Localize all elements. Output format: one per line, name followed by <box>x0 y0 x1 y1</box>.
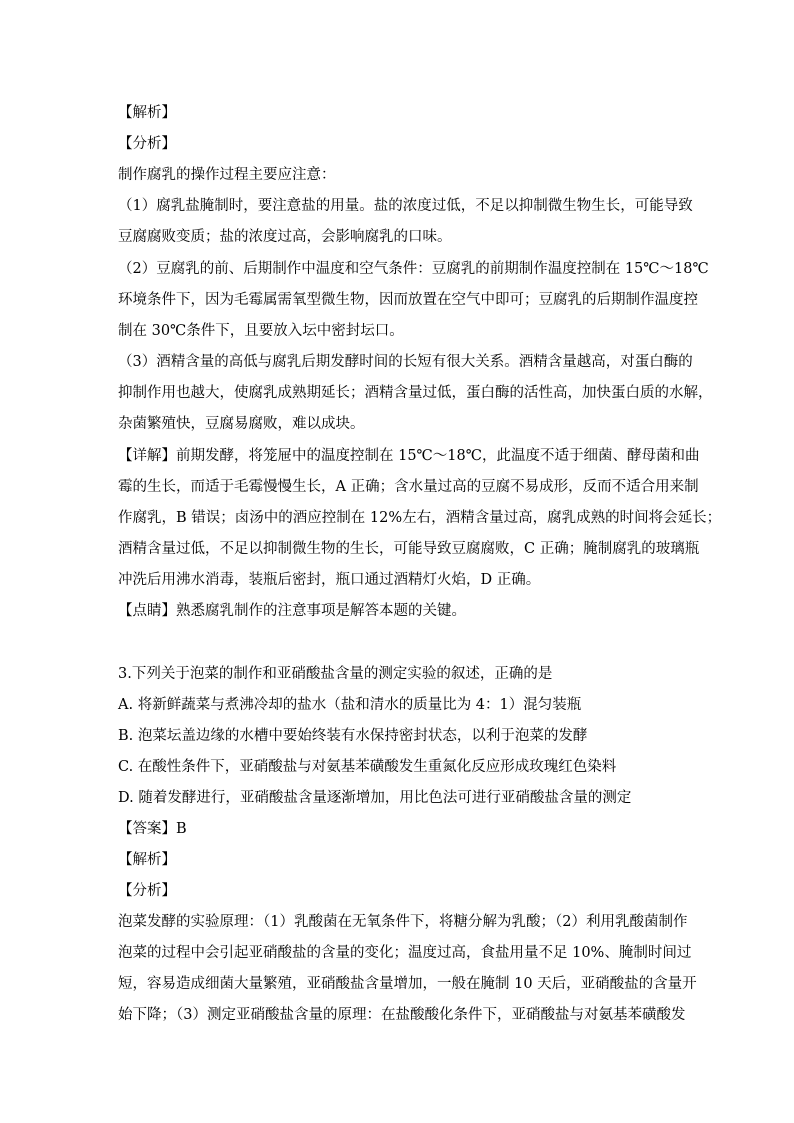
text-line: 杂菌繁殖快，豆腐易腐败，难以成块。 <box>118 416 365 432</box>
text-line: 霉的生长，而适于毛霉慢慢生长，A 正确；含水量过高的豆腐不易成形，反而不适合用来制 <box>118 479 699 495</box>
text-line: 豆腐腐败变质；盐的浓度过高，会影响腐乳的口味。 <box>118 229 452 245</box>
section-heading-breakdown: 【分析】 <box>118 136 176 152</box>
text-line: 冲洗后用沸水消毒，装瓶后密封，瓶口通过酒精灯火焰，D 正确。 <box>118 572 541 588</box>
text-line: 酒精含量过低，不足以抑制微生物的生长，可能导致豆腐腐败，C 正确；腌制腐乳的玻璃瓶 <box>118 541 700 557</box>
option-d: D. 随着发酵进行，亚硝酸盐含量逐渐增加，用比色法可进行亚硝酸盐含量的测定 <box>118 790 632 806</box>
question-stem: 3.下列关于泡菜的制作和亚硝酸盐含量的测定实验的叙述，正确的是 <box>118 666 553 682</box>
text-line: 制作腐乳的操作过程主要应注意： <box>118 167 336 183</box>
text-line: 环境条件下，因为毛霉属需氧型微生物，因而放置在空气中即可；豆腐乳的后期制作温度控 <box>118 292 698 308</box>
text-line: 短，容易造成细菌大量繁殖，亚硝酸盐含量增加，一般在腌制 10 天后，亚硝酸盐的含量开 <box>118 976 697 992</box>
text-line: （3）酒精含量的高低与腐乳后期发酵时间的长短有很大关系。酒精含量越高，对蛋白酶的 <box>118 354 693 370</box>
option-c: C. 在酸性条件下，亚硝酸盐与对氨基苯磺酸发生重氮化反应形成玫瑰红色染料 <box>118 759 617 775</box>
text-line: 【详解】前期发酵，将笼屉中的温度控制在 15℃～18℃，此温度不适于细菌、酵母菌和曲 <box>118 448 700 464</box>
option-b: B. 泡菜坛盖边缘的水槽中要始终装有水保持密封状态，以利于泡菜的发酵 <box>118 728 588 744</box>
text-line: 制在 30℃条件下，且要放入坛中密封坛口。 <box>118 323 404 339</box>
text-line: 【点睛】熟悉腐乳制作的注意事项是解答本题的关键。 <box>118 603 466 619</box>
section-heading-analysis: 【解析】 <box>118 105 176 121</box>
text-line: 始下降；（3）测定亚硝酸盐含量的原理：在盐酸酸化条件下，亚硝酸盐与对氨基苯磺酸发 <box>118 1007 686 1023</box>
text-line: 作腐乳，B 错误；卤汤中的酒应控制在 12%左右，酒精含量过高，腐乳成熟的时间将会延长； <box>118 510 722 526</box>
text-line: 抑制作用也越大，使腐乳成熟期延长；酒精含量过低，蛋白酶的活性高，加快蛋白质的水解， <box>118 385 713 401</box>
text-line: 泡菜发酵的实验原理：（1）乳酸菌在无氧条件下，将糖分解为乳酸；（2）利用乳酸菌制作 <box>118 914 688 930</box>
text-line: （2）豆腐乳的前、后期制作中温度和空气条件：豆腐乳的前期制作温度控制在 15℃～18℃ <box>118 261 709 277</box>
section-heading-analysis: 【解析】 <box>118 852 176 868</box>
option-a: A. 将新鲜蔬菜与煮沸冷却的盐水（盐和清水的质量比为 4：1）混匀装瓶 <box>118 697 582 713</box>
text-line: （1）腐乳盐腌制时，要注意盐的用量。盐的浓度过低，不足以抑制微生物生长，可能导致 <box>118 198 693 214</box>
answer-line: 【答案】B <box>118 821 187 837</box>
section-heading-breakdown: 【分析】 <box>118 883 176 899</box>
text-line: 泡菜的过程中会引起亚硝酸盐的含量的变化；温度过高，食盐用量不足 10%、腌制时间过 <box>118 945 692 961</box>
